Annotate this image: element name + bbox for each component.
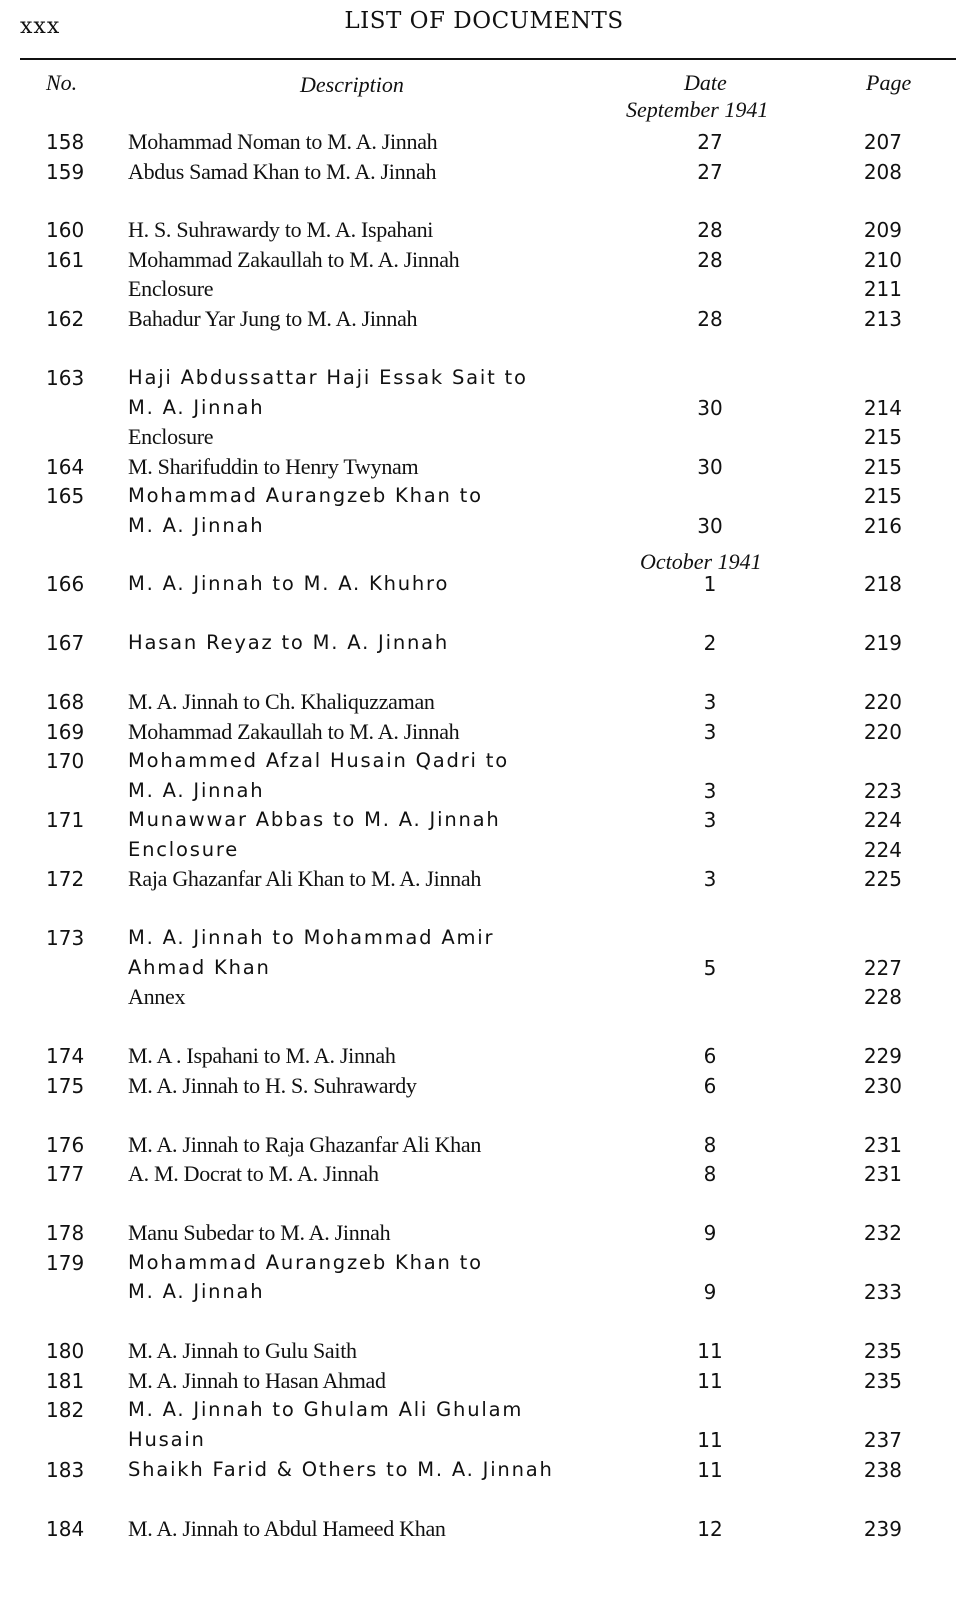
doc-date: 3 — [703, 808, 717, 832]
doc-number: 184 — [46, 1517, 85, 1541]
doc-number: 179 — [46, 1251, 85, 1275]
doc-description: A. M. Docrat to M. A. Jinnah — [128, 1161, 379, 1186]
table-row — [0, 982, 968, 1012]
table-row — [0, 1071, 968, 1101]
doc-page: 237 — [863, 1428, 902, 1452]
doc-page: 229 — [863, 1044, 902, 1068]
doc-description: M. A. Jinnah to Raja Ghazanfar Ali Khan — [128, 1132, 482, 1157]
table-row — [0, 717, 968, 747]
doc-page: 219 — [863, 631, 902, 655]
doc-page: 207 — [863, 130, 902, 154]
table-row — [0, 628, 968, 658]
table-row — [0, 1130, 968, 1160]
doc-description: Haji Abdussattar Haji Essak Sait to — [128, 366, 528, 389]
table-row — [0, 1366, 968, 1396]
doc-number: 176 — [46, 1133, 85, 1157]
doc-description: Shaikh Farid & Others to M. A. Jinnah — [128, 1458, 554, 1481]
doc-description: M. A . Ispahani to M. A. Jinnah — [128, 1043, 396, 1068]
doc-date: 3 — [703, 779, 717, 803]
doc-page: 231 — [863, 1162, 902, 1186]
table-row — [0, 393, 968, 423]
doc-description: H. S. Suhrawardy to M. A. Ispahani — [128, 217, 434, 242]
doc-description: Abdus Samad Khan to M. A. Jinnah — [128, 159, 437, 184]
table-row — [0, 1425, 968, 1455]
column-header-no: No. — [46, 70, 78, 95]
table-row — [0, 1514, 968, 1544]
table-row — [0, 1248, 968, 1278]
doc-description: Ahmad Khan — [128, 956, 271, 979]
table-row — [0, 805, 968, 835]
doc-number: 182 — [46, 1398, 85, 1422]
doc-page: 228 — [863, 985, 902, 1009]
doc-date: 28 — [697, 248, 723, 272]
doc-number: 162 — [46, 307, 85, 331]
doc-page: 220 — [863, 720, 902, 744]
doc-description: Enclosure — [128, 838, 240, 861]
doc-number: 160 — [46, 218, 85, 242]
month-label-october: October 1941 — [640, 549, 762, 574]
table-row — [0, 304, 968, 334]
doc-date: 30 — [697, 514, 723, 538]
doc-page: 233 — [863, 1280, 902, 1304]
doc-page: 210 — [863, 248, 902, 272]
table-row — [0, 923, 968, 953]
doc-date: 27 — [697, 130, 723, 154]
doc-page: 235 — [863, 1369, 902, 1393]
column-header-description: Description — [300, 72, 404, 97]
doc-description: Mohammad Aurangzeb Khan to — [128, 484, 483, 507]
table-row — [0, 215, 968, 245]
doc-number: 180 — [46, 1339, 85, 1363]
doc-description: M. A. Jinnah to H. S. Suhrawardy — [128, 1073, 417, 1098]
column-header-page: Page — [866, 70, 912, 95]
doc-page: 231 — [863, 1133, 902, 1157]
table-row — [0, 1277, 968, 1307]
page-number: xxx — [20, 14, 61, 39]
doc-date: 28 — [697, 218, 723, 242]
table-row — [0, 1218, 968, 1248]
doc-page: 235 — [863, 1339, 902, 1363]
table-row — [0, 274, 968, 304]
doc-page: 232 — [863, 1221, 902, 1245]
doc-number: 175 — [46, 1074, 85, 1098]
doc-description: M. A. Jinnah to Ch. Khaliquzzaman — [128, 689, 435, 714]
doc-date: 3 — [703, 690, 717, 714]
doc-page: 215 — [863, 425, 902, 449]
doc-page: 211 — [863, 277, 902, 301]
table-row — [0, 481, 968, 511]
doc-page: 230 — [863, 1074, 902, 1098]
doc-description: M. A. Jinnah to Hasan Ahmad — [128, 1368, 386, 1393]
doc-page: 215 — [863, 484, 902, 508]
doc-date: 3 — [703, 720, 717, 744]
doc-date: 8 — [703, 1162, 717, 1186]
table-row — [0, 1041, 968, 1071]
doc-number: 167 — [46, 631, 85, 655]
doc-description: M. A. Jinnah — [128, 779, 265, 802]
doc-number: 172 — [46, 867, 85, 891]
doc-description: Enclosure — [128, 276, 214, 301]
doc-date: 12 — [697, 1517, 723, 1541]
doc-date: 11 — [697, 1339, 723, 1363]
doc-date: 3 — [703, 867, 717, 891]
table-row — [0, 422, 968, 452]
doc-description: Mohammed Afzal Husain Qadri to — [128, 749, 509, 772]
doc-page: 220 — [863, 690, 902, 714]
doc-date: 27 — [697, 160, 723, 184]
doc-description: Mohammad Aurangzeb Khan to — [128, 1251, 483, 1274]
table-row — [0, 746, 968, 776]
doc-description: Raja Ghazanfar Ali Khan to M. A. Jinnah — [128, 866, 482, 891]
table-row — [0, 776, 968, 806]
doc-description: M. A. Jinnah to Abdul Hameed Khan — [128, 1516, 446, 1541]
doc-number: 163 — [46, 366, 85, 390]
doc-description: Mohammad Zakaullah to M. A. Jinnah — [128, 719, 460, 744]
doc-page: 227 — [863, 956, 902, 980]
doc-date: 8 — [703, 1133, 717, 1157]
doc-date: 6 — [703, 1044, 717, 1068]
table-row — [0, 157, 968, 187]
doc-date: 11 — [697, 1428, 723, 1452]
doc-date: 11 — [697, 1458, 723, 1482]
table-row — [0, 511, 968, 541]
doc-number: 170 — [46, 749, 85, 773]
doc-description: Manu Subedar to M. A. Jinnah — [128, 1220, 391, 1245]
doc-description: Bahadur Yar Jung to M. A. Jinnah — [128, 306, 418, 331]
doc-page: 213 — [863, 307, 902, 331]
doc-date: 28 — [697, 307, 723, 331]
doc-page: 239 — [863, 1517, 902, 1541]
doc-number: 164 — [46, 455, 85, 479]
column-header-date: Date — [684, 70, 727, 95]
doc-page: 224 — [863, 838, 902, 862]
doc-description: M. A. Jinnah to Mohammad Amir — [128, 926, 495, 949]
doc-number: 169 — [46, 720, 85, 744]
doc-number: 181 — [46, 1369, 85, 1393]
doc-date: 11 — [697, 1369, 723, 1393]
doc-description: Annex — [128, 984, 186, 1009]
doc-number: 178 — [46, 1221, 85, 1245]
doc-date: 9 — [703, 1280, 717, 1304]
page-title: LIST OF DOCUMENTS — [344, 8, 624, 34]
table-row — [0, 452, 968, 482]
table-row — [0, 953, 968, 983]
table-row — [0, 864, 968, 894]
doc-page: 225 — [863, 867, 902, 891]
doc-description: Enclosure — [128, 424, 214, 449]
doc-date: 2 — [703, 631, 717, 655]
doc-number: 174 — [46, 1044, 85, 1068]
table-row — [0, 363, 968, 393]
doc-page: 215 — [863, 455, 902, 479]
doc-description: M. A. Jinnah — [128, 396, 265, 419]
doc-number: 177 — [46, 1162, 85, 1186]
doc-page: 209 — [863, 218, 902, 242]
table-row — [0, 245, 968, 275]
doc-date: 1 — [703, 572, 717, 596]
doc-page: 224 — [863, 808, 902, 832]
doc-description: Mohammad Noman to M. A. Jinnah — [128, 129, 438, 154]
doc-description: M. A. Jinnah — [128, 514, 265, 537]
doc-description: Munawwar Abbas to M. A. Jinnah — [128, 808, 501, 831]
doc-description: Hasan Reyaz to M. A. Jinnah — [128, 631, 450, 654]
doc-description: Husain — [128, 1428, 206, 1451]
doc-number: 161 — [46, 248, 85, 272]
doc-page: 208 — [863, 160, 902, 184]
doc-date: 9 — [703, 1221, 717, 1245]
doc-number: 171 — [46, 808, 85, 832]
doc-description: M. A. Jinnah to M. A. Khuhro — [128, 572, 450, 595]
doc-date: 5 — [703, 956, 717, 980]
doc-description: M. A. Jinnah — [128, 1280, 265, 1303]
doc-page: 238 — [863, 1458, 902, 1482]
doc-page: 214 — [863, 396, 902, 420]
doc-number: 183 — [46, 1458, 85, 1482]
table-row — [0, 1395, 968, 1425]
doc-description: M. A. Jinnah to Ghulam Ali Ghulam — [128, 1398, 524, 1421]
doc-page: 218 — [863, 572, 902, 596]
table-row — [0, 1336, 968, 1366]
month-label-september: September 1941 — [626, 97, 769, 122]
doc-number: 165 — [46, 484, 85, 508]
doc-description: M. Sharifuddin to Henry Twynam — [128, 454, 419, 479]
doc-number: 159 — [46, 160, 85, 184]
doc-date: 30 — [697, 396, 723, 420]
table-row — [0, 1159, 968, 1189]
doc-description: Mohammad Zakaullah to M. A. Jinnah — [128, 247, 460, 272]
doc-description: M. A. Jinnah to Gulu Saith — [128, 1338, 357, 1363]
doc-date: 6 — [703, 1074, 717, 1098]
doc-date: 30 — [697, 455, 723, 479]
table-row — [0, 1455, 968, 1485]
doc-number: 173 — [46, 926, 85, 950]
table-row — [0, 127, 968, 157]
table-row — [0, 569, 968, 599]
doc-page: 223 — [863, 779, 902, 803]
table-row — [0, 835, 968, 865]
doc-page: 216 — [863, 514, 902, 538]
doc-number: 166 — [46, 572, 85, 596]
doc-number: 168 — [46, 690, 85, 714]
table-row — [0, 687, 968, 717]
doc-number: 158 — [46, 130, 85, 154]
